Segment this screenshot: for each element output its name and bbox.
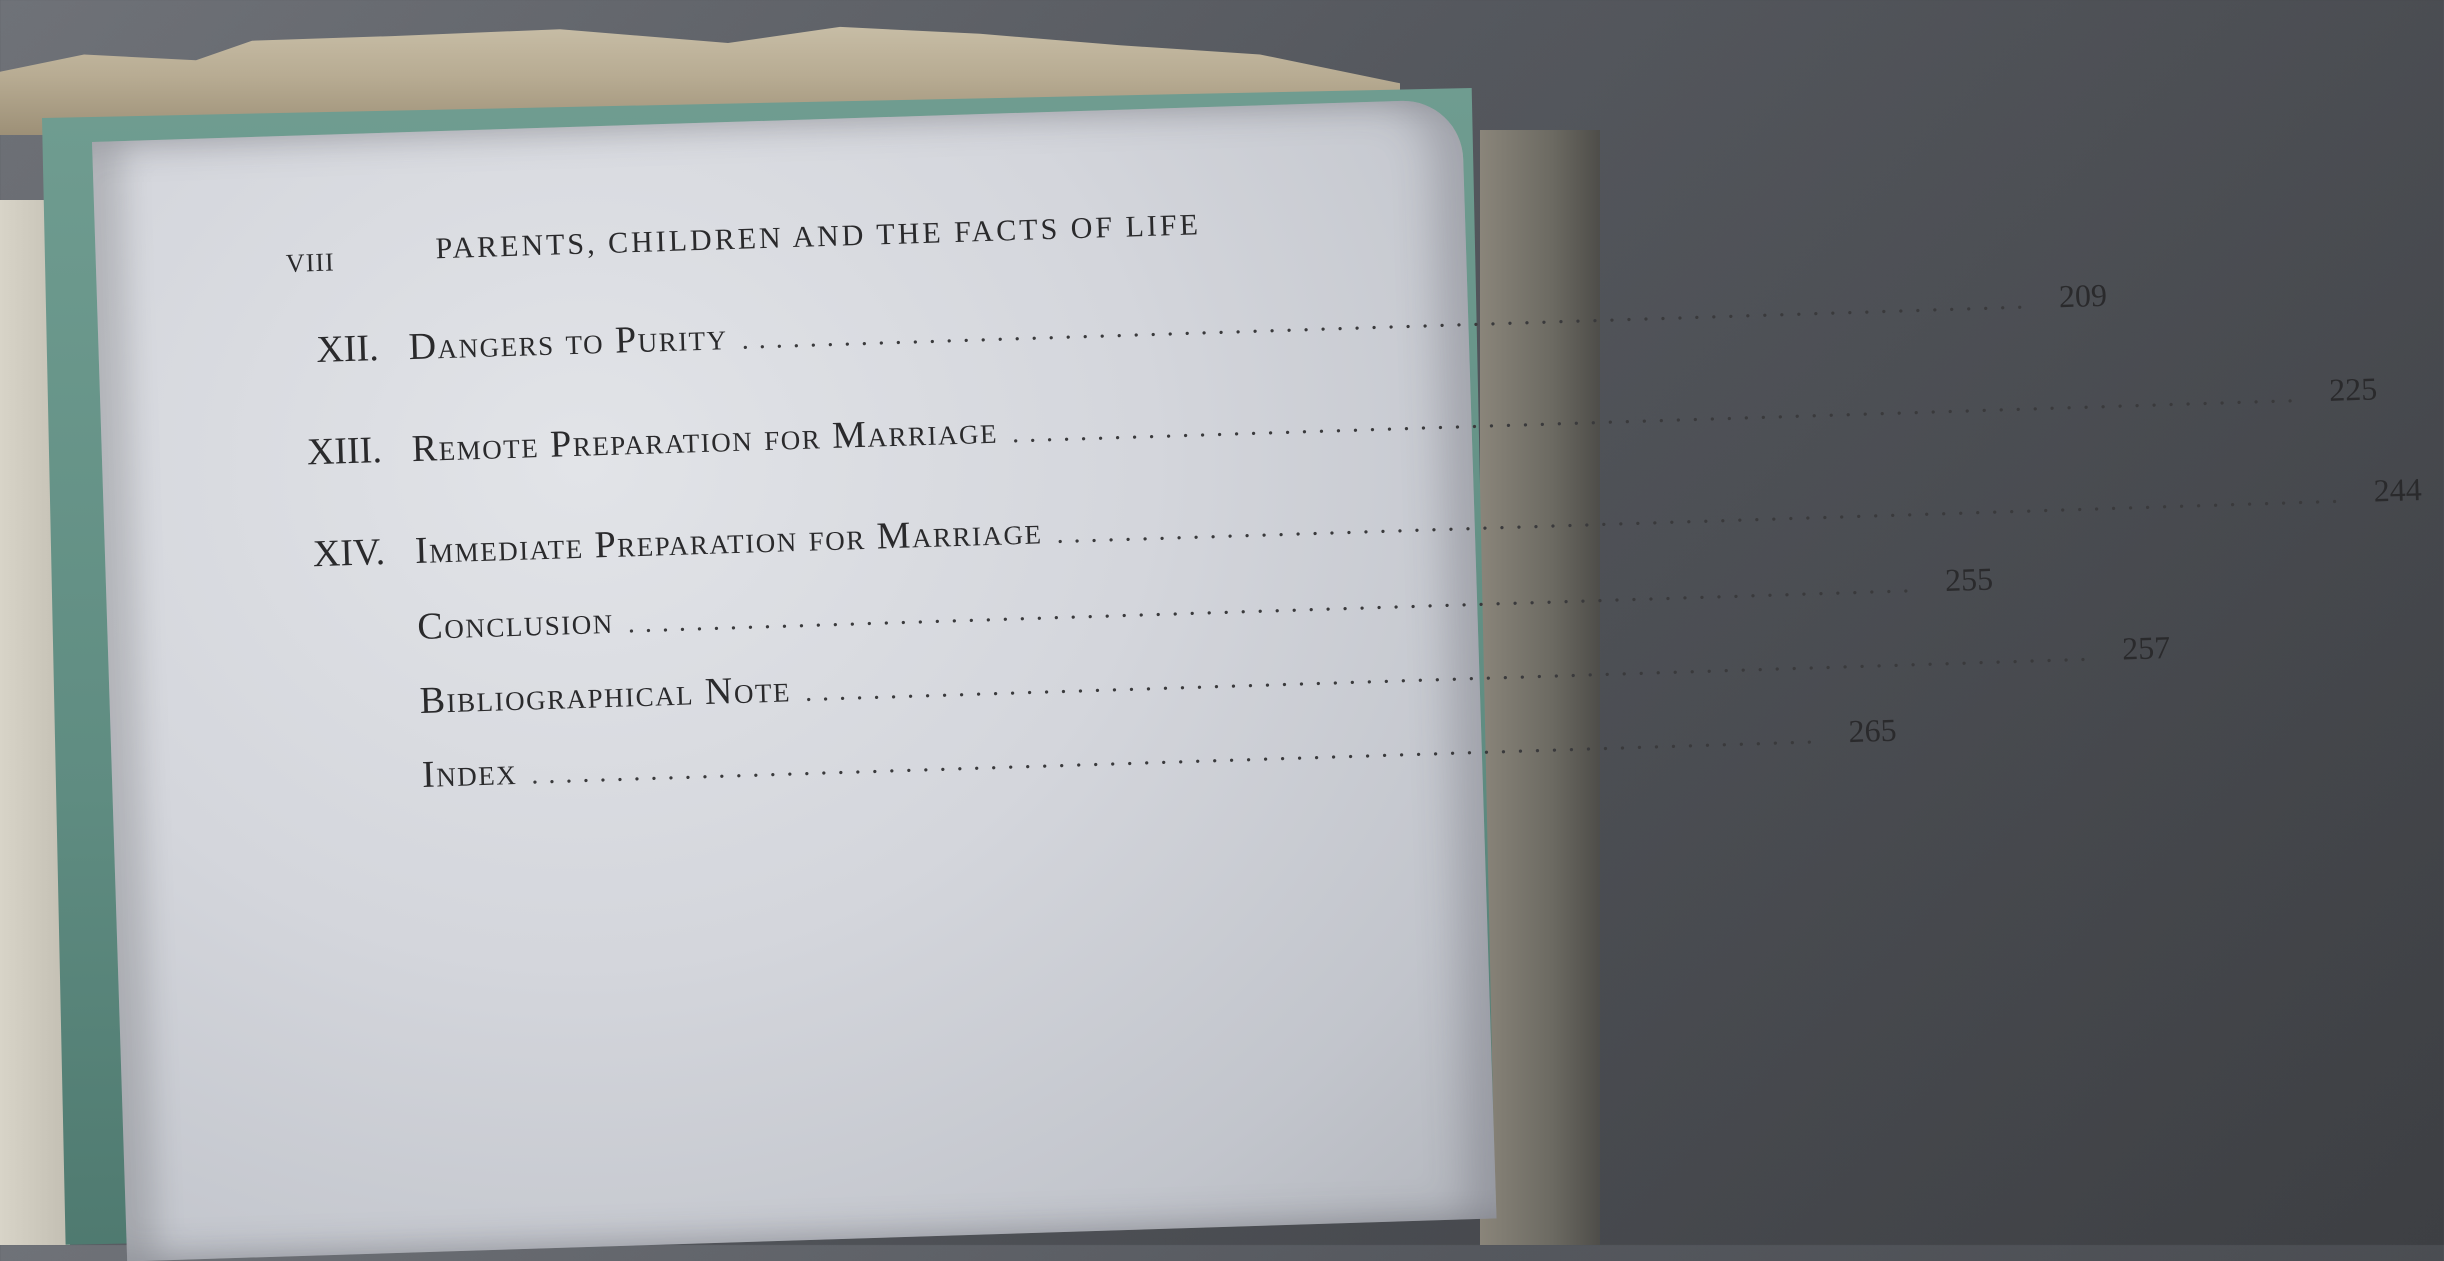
chapter-number (302, 787, 422, 791)
dot-leader: ............................................................................ (741, 284, 2034, 356)
page-folio: VIII (285, 247, 336, 278)
running-head-title: PARENTS, CHILDREN AND THE FACTS OF LIFE (435, 208, 1202, 266)
running-head (285, 195, 1416, 290)
chapter-title: Dangers to Purity (407, 316, 729, 369)
chapter-title: Index (421, 750, 518, 796)
toc-entry (299, 628, 2171, 726)
toc-entry (288, 276, 2108, 372)
page-number: 244 (2373, 471, 2423, 509)
toc-entry (291, 370, 2378, 474)
page-number: 257 (2121, 628, 2171, 667)
chapter-title: Conclusion (416, 599, 615, 649)
chapter-title: Immediate Preparation for Marriage (414, 510, 1043, 573)
book-page (92, 99, 2423, 1261)
dot-leader: ............................................................................ (1055, 478, 2349, 550)
toc-entry (301, 711, 1898, 800)
toc-entry (297, 560, 1994, 652)
dot-leader: ............................................................................ (530, 718, 1824, 791)
chapter-number (298, 639, 418, 643)
table-of-contents (285, 195, 2423, 800)
toc-entry (294, 471, 2423, 576)
page-number: 225 (2328, 370, 2378, 408)
chapter-title: Bibliographical Note (419, 668, 792, 722)
page-number: 209 (2058, 276, 2108, 315)
page-number: 255 (1944, 560, 1994, 599)
dot-leader: ............................................................................ (804, 636, 2097, 708)
chapter-number (300, 713, 420, 717)
dot-leader: ............................................................................ (627, 567, 1920, 640)
chapter-number: XII. (315, 327, 380, 372)
chapter-number: XIV. (312, 531, 386, 576)
dot-leader: ............................................................................ (1011, 377, 2304, 450)
chapter-number: XIII. (306, 429, 383, 474)
page-number: 265 (1847, 711, 1898, 750)
chapter-title: Remote Preparation for Marriage (411, 409, 999, 471)
